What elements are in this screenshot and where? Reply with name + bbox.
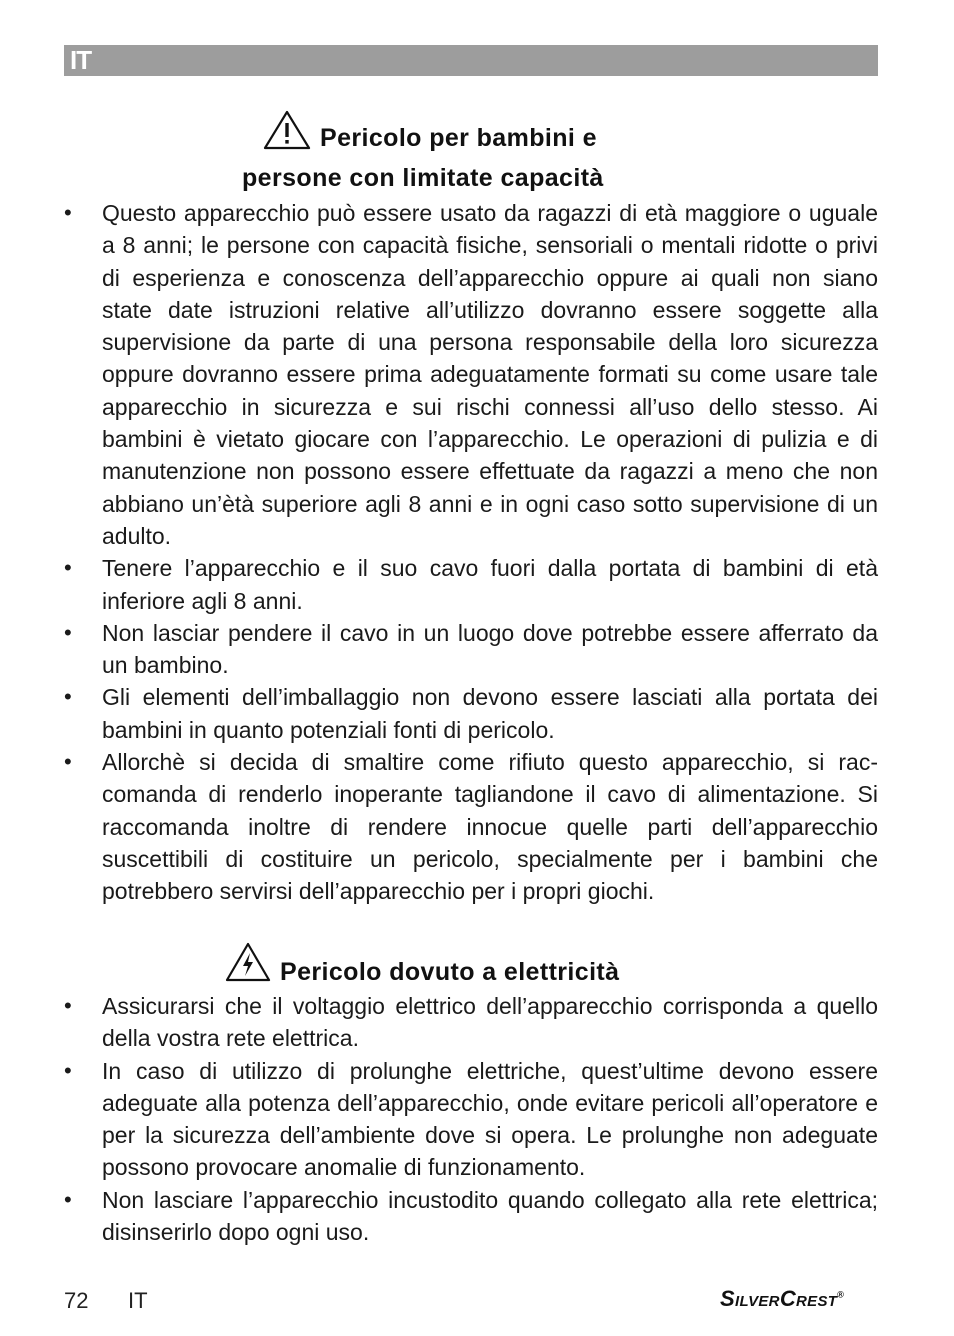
page-number: 72 [64, 1288, 89, 1313]
brand-registered-mark: ® [837, 1289, 845, 1300]
list-item: • Assicurarsi che il voltaggio elettrico dell’apparecchio corrisponda a quello della vostra rete elettrica. [64, 993, 878, 1052]
footer-language: IT [128, 1288, 148, 1313]
section2-list [0, 990, 878, 1248]
list-item: • Non lasciare l’apparecchio incustodito quando collegato alla rete elettrica; disinserirlo dopo ogni uso. [64, 1186, 878, 1246]
language-tab-label: IT [70, 45, 92, 75]
section1-title-line2: persone con limitate capacità [242, 164, 604, 192]
brand-name: SilverCrest [720, 1286, 838, 1311]
list-item: • Questo apparecchio può essere usato da ragazzi di età maggiore o uguale a 8 anni; le persone con capacità fisiche, sensoriali o mentali ridotte o privi di esperienza e conoscenza dell’apparecchio oppure ai quali non siano state date istruzioni relative all’utilizzo dovranno essere soggette alla supervisione da parte di una persona responsabile della loro sicurezza oppure dovranno essere prima adeguatamente formati su come usare tale apparecchio in sicurezza e sui rischi connessi all’uso dello stesso. Ai bambini è vietato giocare con l’apparecchio. Le operazioni di pulizia e di manutenzione non possono essere effettuate da ragazzi a meno che non abbiano un’ètà superiore agli 8 anni e in ogni caso sotto supervisione di un adulto. [64, 200, 878, 549]
language-tab [64, 45, 878, 76]
section1-title-line1: Pericolo per bambini e [320, 124, 597, 152]
section2-title: Pericolo dovuto a elettricità [280, 958, 620, 986]
list-item: • Tenere l’apparecchio e il suo cavo fuori dalla portata di bambini di età inferiore agli 8 anni. [64, 555, 878, 614]
section1-list [0, 197, 878, 908]
electric-hazard-icon [225, 942, 271, 982]
warning-triangle-icon [263, 110, 311, 150]
list-item: • In caso di utilizzo di prolunghe elettriche, quest’ultime devono essere adeguate alla potenza dell’apparecchio, onde evitare pericoli all’operatore e per la sicurezza dell’ambiente dove si opera. Le prolunghe non adeguate possono provocare anomalie di funzionamento. [64, 1057, 878, 1181]
list-item: • Non lasciar pendere il cavo in un luogo dove potrebbe essere afferrato da un bambino. [64, 619, 878, 679]
list-item: • Allorchè si decida di smaltire come rifiuto questo apparecchio, si raccomanda di renderlo inoperante tagliandone il cavo di alimentazione. Si raccomanda inoltre di rendere innocue quelle parti dell’apparecchio suscettibili di costituire un pericolo, specialmente per i bambini che potrebbero servirsi dell’apparecchio per i propri giochi. [64, 749, 878, 905]
list-item: • Gli elementi dell’imballaggio non devono essere lasciati alla portata dei bambini in quanto potenziali fonti di pericolo. [64, 684, 878, 743]
brand-logo [720, 1286, 844, 1312]
